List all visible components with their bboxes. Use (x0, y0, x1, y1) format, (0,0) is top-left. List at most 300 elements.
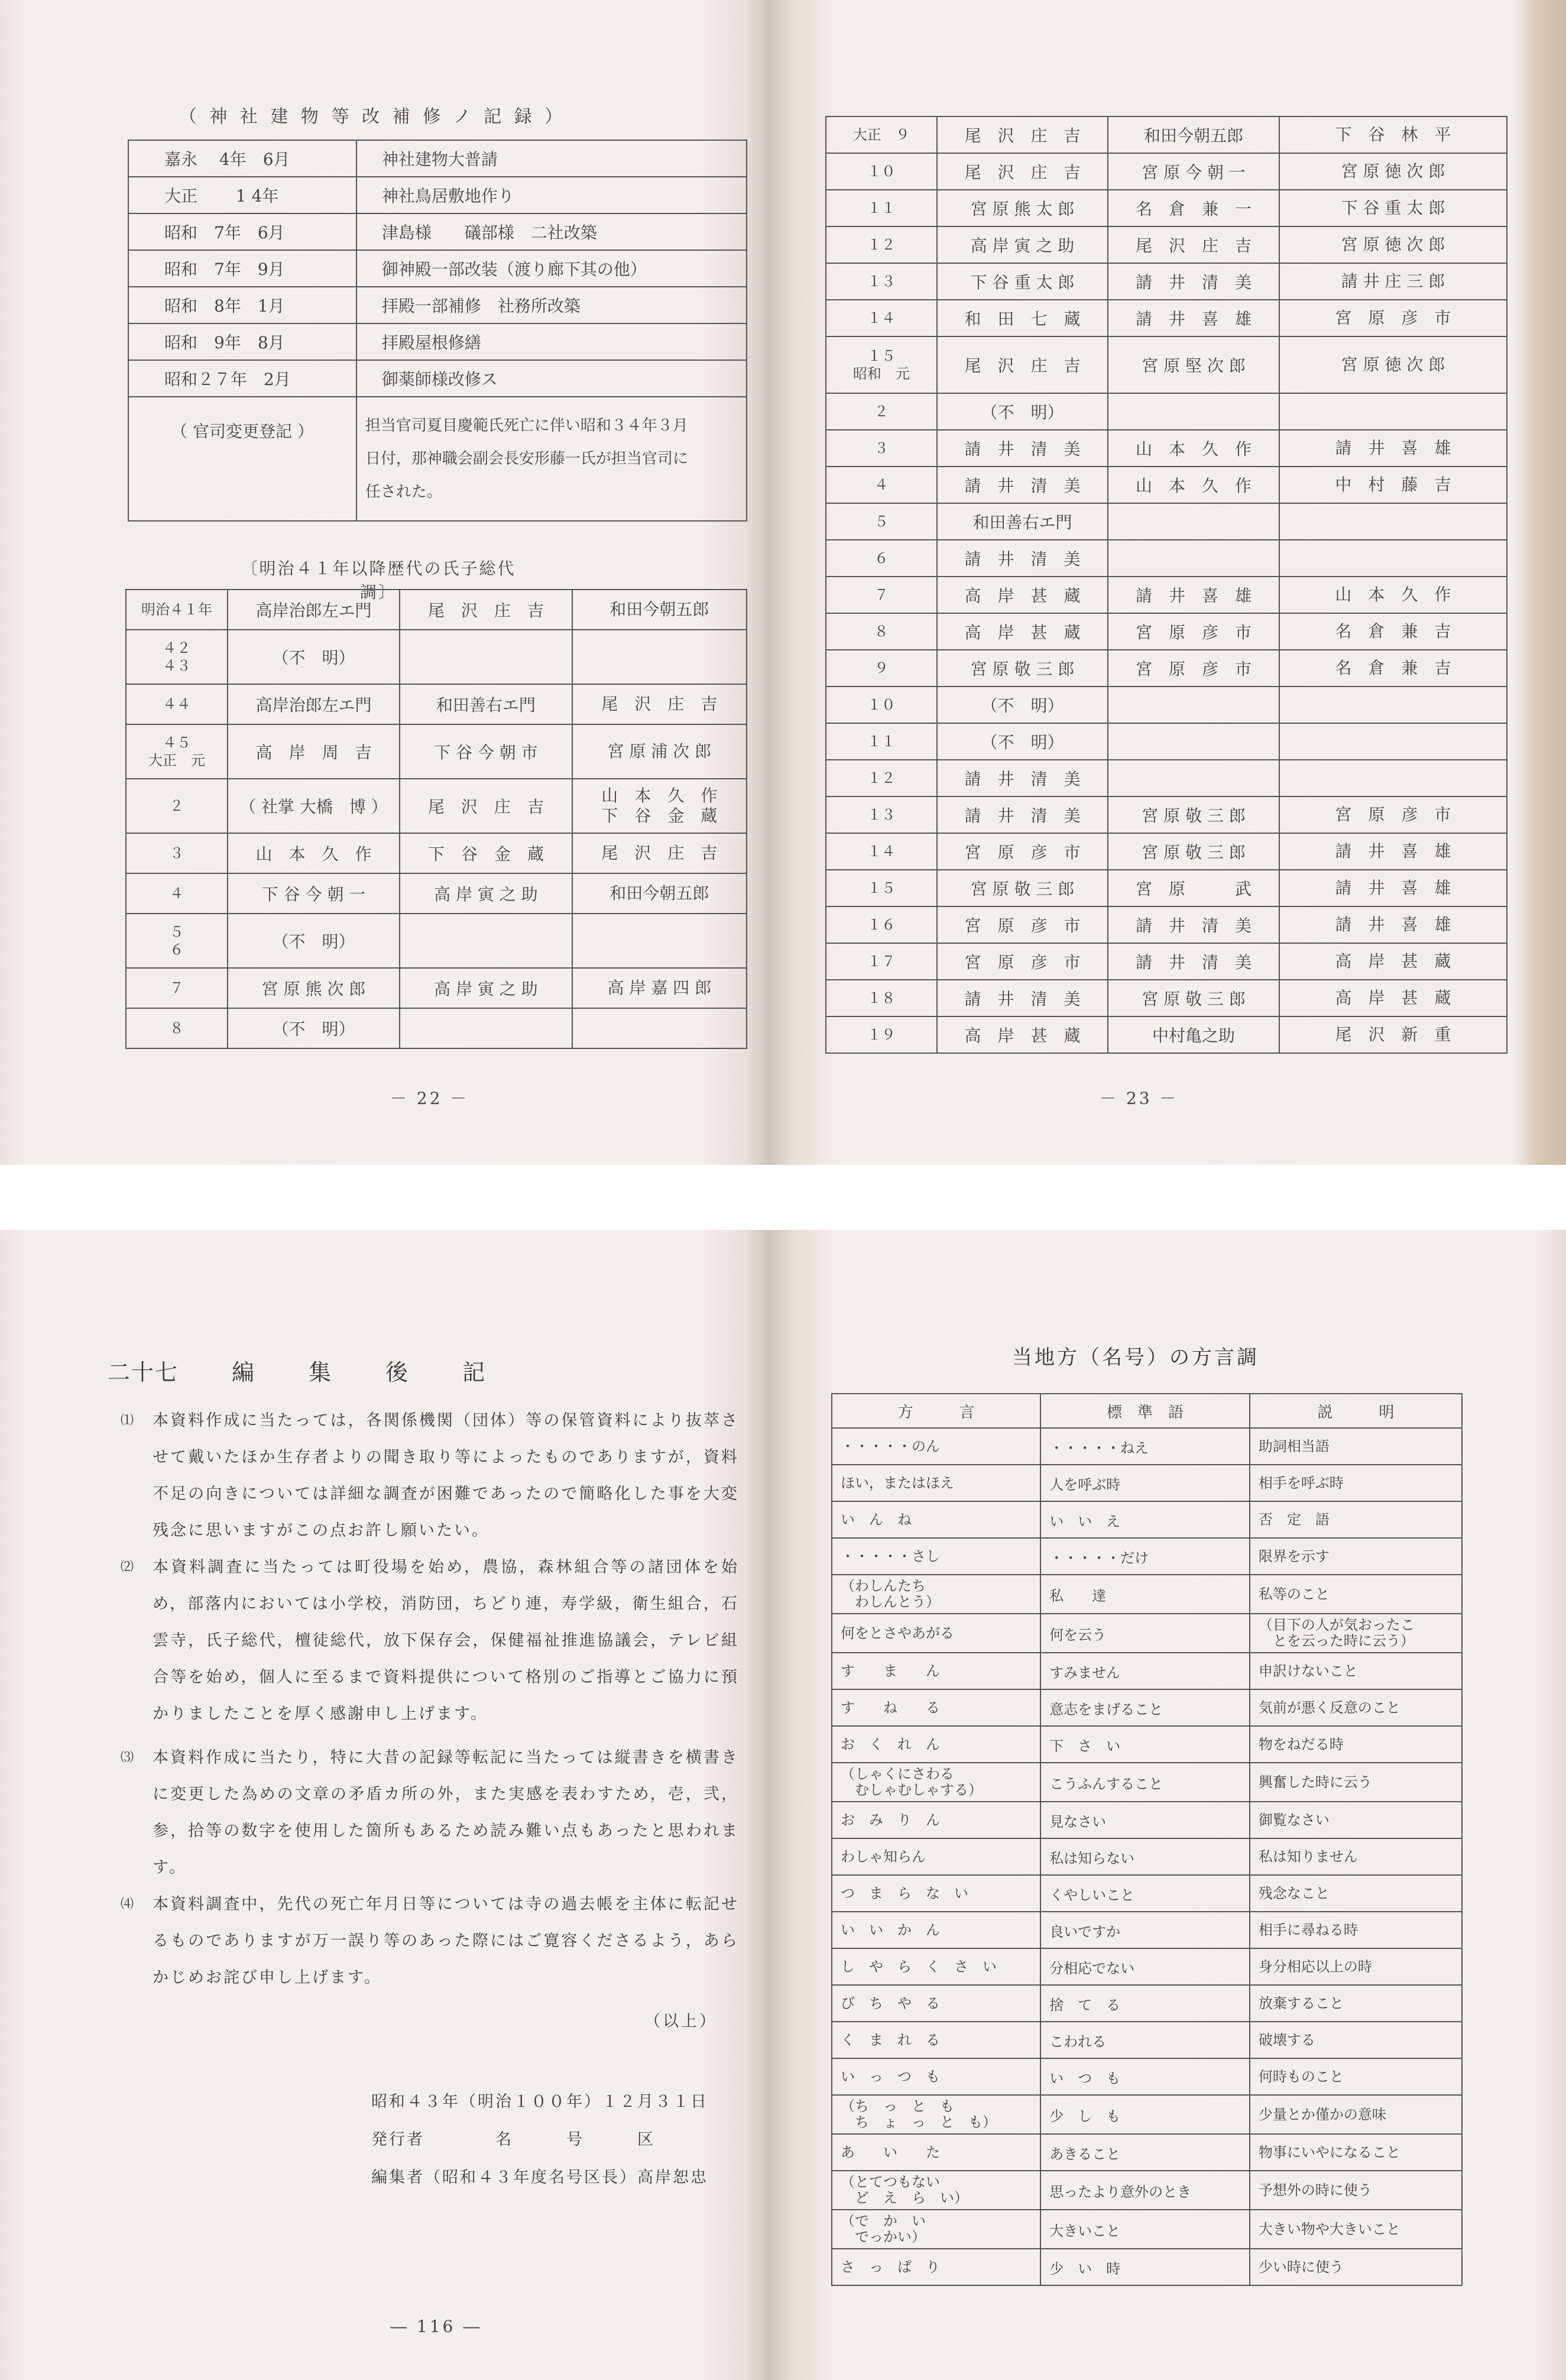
ujiko-year: ７ (126, 968, 228, 1008)
ujiko-year: １３ (826, 796, 937, 833)
ujiko-year: １５ 昭和 元 (826, 336, 937, 393)
ujiko-rep-1: 高 岸 周 吉 (228, 724, 400, 779)
paragraph-text: 本資料調査中，先代の死亡年月日等については寺の過去帳を主体に転記せるものでありますが万一誤り等のあった際にはご寛容くださるよう，あらかじめお詫び申し上げます。 (153, 1895, 739, 1987)
dialect-word: す ま ん (832, 1653, 1040, 1689)
record-date: 昭和 7年 9月 (128, 250, 356, 287)
dialect-row (832, 1614, 1462, 1653)
record-item: 神社鳥居敷地作り (356, 177, 747, 213)
book-spread-top (0, 0, 1566, 1165)
ujiko-rep-1: 高 岸 寅 之 助 (937, 226, 1108, 263)
ujiko-rep-1: （不 明） (228, 630, 400, 684)
dialect-word: く ま れ る (832, 2022, 1040, 2058)
ujiko-year: １７ (826, 943, 937, 980)
dialect-row (832, 1948, 1462, 1985)
ujiko-row (126, 833, 747, 873)
standard-word: 何を云う (1040, 1614, 1250, 1653)
standard-word: 捨 て る (1040, 1985, 1250, 2022)
ujiko-row (826, 870, 1507, 906)
ujiko-rep-2 (1108, 723, 1279, 760)
ujiko-row (126, 873, 747, 914)
ujiko-year: １１ (826, 190, 937, 226)
dialect-explanation: 少い時に使う (1250, 2249, 1462, 2285)
dialect-table (831, 1393, 1463, 2286)
ujiko-year: ８ (826, 613, 937, 650)
page-number: － 22 － (390, 1089, 469, 1108)
ujiko-rep-3: 和田今朝五郎 (572, 873, 747, 914)
ujiko-rep-3: 尾 沢 庄 吉 (572, 833, 747, 873)
record-date: 昭和 7年 6月 (128, 213, 356, 250)
ujiko-year: １６ (826, 906, 937, 943)
dialect-explanation: 助詞相当語 (1250, 1428, 1462, 1465)
publisher: 発行者 名 号 区 (371, 2130, 655, 2149)
record-date: 昭和２７年 2月 (128, 360, 356, 397)
ujiko-rep-3: 請 井 喜 雄 (1279, 430, 1507, 467)
dialect-word: わしゃ知らん (832, 1838, 1040, 1875)
ujiko-row (126, 1008, 747, 1048)
ujiko-row (826, 300, 1507, 336)
ujiko-rep-3: 請 井 喜 雄 (1279, 833, 1507, 870)
dialect-row (832, 1726, 1462, 1763)
editor: 編集者（昭和４３年度名号区長）高岸恕忠 (371, 2168, 708, 2187)
ujiko-rep-2 (400, 914, 572, 968)
standard-word: 少 い 時 (1040, 2249, 1250, 2285)
paragraph-text: 本資料作成に当たっては，各関係機関（団体）等の保管資料により抜萃させて戴いたほか生存者よりの聞き取り等によったものでありますが，資料不足の向きについては詳細な調査が困難であったので簡略化した事を大変残念に思いますがこの点お許し願いたい。 (153, 1411, 739, 1540)
ujiko-rep-3 (1279, 723, 1507, 760)
ujiko-rep-1: 高岸治郎左エ門 (228, 684, 400, 724)
ujiko-row (126, 630, 747, 684)
ujiko-rep-3: 宮 原 徳 次 郎 (1279, 153, 1507, 190)
record-item: 御薬師様改修ス (356, 360, 747, 397)
ujiko-row (826, 430, 1507, 467)
ujiko-row (826, 393, 1507, 430)
dialect-word: び ち や る (832, 1985, 1040, 2022)
ujiko-rep-3: 宮 原 彦 市 (1279, 796, 1507, 833)
ujiko-row (826, 226, 1507, 263)
ujiko-row (126, 590, 747, 630)
ujiko-row (826, 980, 1507, 1016)
ujiko-year: ８ (126, 1008, 228, 1048)
ujiko-rep-1: （不 明） (228, 914, 400, 968)
ujiko-year: ２ (126, 779, 228, 833)
ujiko-rep-3: 名 倉 兼 吉 (1279, 650, 1507, 687)
page-number: － 23 － (1100, 1089, 1179, 1108)
standard-word: こわれる (1040, 2022, 1250, 2058)
dialect-word: す ね る (832, 1689, 1040, 1726)
ujiko-year: １４ (826, 833, 937, 870)
ujiko-year: ４２ ４３ (126, 630, 228, 684)
ujiko-rep-1: 宮 原 彦 市 (937, 943, 1108, 980)
afterword-title (108, 1354, 539, 1387)
priest-change-line: 日付，那神職会副会長安形藤一氏が担当官司に (365, 450, 688, 468)
ujiko-row (126, 914, 747, 968)
ujiko-table-right (825, 116, 1507, 1054)
afterword-title-char: 編 (232, 1359, 256, 1385)
ujiko-rep-2: 宮 原 今 朝 一 (1108, 153, 1279, 190)
dialect-word: ・・・・・さし (832, 1538, 1040, 1575)
dialect-word: ほい，またはほえ (832, 1465, 1040, 1501)
dialect-word: い い か ん (832, 1912, 1040, 1948)
ujiko-year: ９ (826, 650, 937, 687)
standard-word: 良いですか (1040, 1912, 1250, 1948)
ujiko-row (826, 796, 1507, 833)
dialect-word: い っ つ も (832, 2058, 1040, 2095)
ujiko-row (826, 906, 1507, 943)
standard-word: こうふんすること (1040, 1763, 1250, 1802)
ujiko-year: ４５ 大正 元 (126, 724, 228, 779)
ujiko-year: ４ (126, 873, 228, 914)
publication-date: 昭和４３年（明治１００年）１２月３１日 (371, 2093, 708, 2111)
dialect-word: い ん ね (832, 1501, 1040, 1538)
ujiko-row (826, 687, 1507, 723)
closing-mark: （以上） (644, 2012, 718, 2031)
dialect-explanation: 身分相応以上の時 (1250, 1948, 1462, 1985)
dialect-row (832, 1912, 1462, 1948)
ujiko-rep-1: 高 岸 甚 蔵 (937, 613, 1108, 650)
header-explanation: 説 明 (1250, 1394, 1462, 1428)
ujiko-rep-3 (572, 630, 747, 684)
priest-change-line: 任された。 (365, 483, 442, 501)
dialect-row (832, 1538, 1462, 1575)
ujiko-rep-1: 和 田 七 蔵 (937, 300, 1108, 336)
ujiko-row (126, 724, 747, 779)
ujiko-rep-3: 請 井 喜 雄 (1279, 870, 1507, 906)
dialect-row (832, 1985, 1462, 2022)
dialect-row (832, 2171, 1462, 2210)
ujiko-rep-2: 請 井 清 美 (1108, 906, 1279, 943)
afterword-paragraph-2 (121, 1549, 739, 1733)
standard-word: ・・・・・だけ (1040, 1538, 1250, 1575)
ujiko-year: ４ (826, 467, 937, 503)
dialect-word: （とてつもない ど え ら い） (832, 2171, 1040, 2210)
dialect-explanation: （目下の人が気おったこ とを云った時に云う） (1250, 1614, 1462, 1653)
building-record-row (128, 287, 747, 323)
ujiko-rep-3 (1279, 503, 1507, 540)
ujiko-year: １２ (826, 226, 937, 263)
dialect-explanation: 申訳けないこと (1250, 1653, 1462, 1689)
ujiko-rep-2: 請 井 清 美 (1108, 943, 1279, 980)
ujiko-rep-2: 下 谷 金 蔵 (400, 833, 572, 873)
ujiko-rep-3: 宮 原 徳 次 郎 (1279, 226, 1507, 263)
dialect-explanation: 少量とか僅かの意味 (1250, 2095, 1462, 2134)
dialect-explanation: 御覧なさい (1250, 1802, 1462, 1838)
dialect-word: 何をとさやあがる (832, 1614, 1040, 1653)
ujiko-row (826, 336, 1507, 393)
ujiko-rep-2 (1108, 503, 1279, 540)
ujiko-row (826, 760, 1507, 796)
ujiko-year: １８ (826, 980, 937, 1016)
ujiko-rep-1: 下 谷 今 朝 一 (228, 873, 400, 914)
dialect-explanation: 相手に尋ねる時 (1250, 1912, 1462, 1948)
ujiko-year: ３ (126, 833, 228, 873)
ujiko-rep-2 (1108, 760, 1279, 796)
standard-word: 分相応でない (1040, 1948, 1250, 1985)
dialect-row (832, 1838, 1462, 1875)
record-item: 神社建物大普請 (356, 140, 747, 177)
priest-change-text (356, 397, 747, 521)
dialect-explanation: 物をねだる時 (1250, 1726, 1462, 1763)
dialect-explanation: 大きい物や大きいこと (1250, 2210, 1462, 2249)
ujiko-row (826, 613, 1507, 650)
ujiko-rep-3 (1279, 393, 1507, 430)
dialect-explanation: 何時ものこと (1250, 2058, 1462, 2095)
standard-word: あきること (1040, 2134, 1250, 2171)
ujiko-rep-1: 尾 沢 庄 吉 (937, 116, 1108, 153)
record-date: 昭和 8年 1月 (128, 287, 356, 323)
ujiko-rep-3 (1279, 687, 1507, 723)
ujiko-rep-3: 請 井 喜 雄 (1279, 906, 1507, 943)
ujiko-rep-1: （ 社掌 大橋 博 ） (228, 779, 400, 833)
dialect-row (832, 1653, 1462, 1689)
ujiko-row (126, 779, 747, 833)
dialect-explanation: 否 定 語 (1250, 1501, 1462, 1538)
standard-word: 思ったより意外のとき (1040, 2171, 1250, 2210)
standard-word: 意志をまげること (1040, 1689, 1250, 1726)
dialect-title: 当地方（名号）の方言調 (1012, 1346, 1259, 1369)
ujiko-rep-3: 請 井 庄 三 郎 (1279, 263, 1507, 300)
afterword-paragraph-3 (121, 1740, 739, 1886)
ujiko-rep-1: 請 井 清 美 (937, 467, 1108, 503)
ujiko-rep-2 (400, 1008, 572, 1048)
ujiko-year: １２ (826, 760, 937, 796)
ujiko-rep-1: 請 井 清 美 (937, 540, 1108, 577)
ujiko-rep-2: 請 井 清 美 (1108, 263, 1279, 300)
dialect-word: （わしんたち わしんとう） (832, 1575, 1040, 1614)
ujiko-row (826, 116, 1507, 153)
dialect-row (832, 2134, 1462, 2171)
record-item: 津島様 礒部様 二社改築 (356, 213, 747, 250)
standard-word: い つ も (1040, 2058, 1250, 2095)
ujiko-row (826, 263, 1507, 300)
ujiko-rep-2: 宮 原 敬 三 郎 (1108, 980, 1279, 1016)
building-record-row (128, 360, 747, 397)
ujiko-rep-2: 請 井 喜 雄 (1108, 577, 1279, 613)
ujiko-rep-1: 高 岸 甚 蔵 (937, 1016, 1108, 1053)
ujiko-rep-1: 宮 原 敬 三 郎 (937, 650, 1108, 687)
ujiko-rep-1: 請 井 清 美 (937, 430, 1108, 467)
standard-word: 少 し も (1040, 2095, 1250, 2134)
paragraph-number: ⑷ (121, 1897, 136, 1912)
ujiko-rep-3: 高 岸 嘉 四 郎 (572, 968, 747, 1008)
dialect-row (832, 1575, 1462, 1614)
dialect-row (832, 2022, 1462, 2058)
dialect-row (832, 1465, 1462, 1501)
ujiko-rep-1: 尾 沢 庄 吉 (937, 153, 1108, 190)
ujiko-rep-3: 和田今朝五郎 (572, 590, 747, 630)
afterword-paragraph-1 (121, 1403, 739, 1549)
building-records-table (128, 140, 747, 522)
ujiko-rep-3: 高 岸 甚 蔵 (1279, 980, 1507, 1016)
building-record-row (128, 140, 747, 177)
building-records-heading: （ 神 社 建 物 等 改 補 修 ノ 記 録 ） (179, 106, 566, 127)
dialect-explanation: 私は知りません (1250, 1838, 1462, 1875)
ujiko-rep-1: （不 明） (228, 1008, 400, 1048)
dialect-explanation: 放棄すること (1250, 1985, 1462, 2022)
ujiko-row (826, 153, 1507, 190)
ujiko-year: １０ (826, 687, 937, 723)
dialect-word: あ い た (832, 2134, 1040, 2171)
ujiko-rep-2: 山 本 久 作 (1108, 467, 1279, 503)
ujiko-row (826, 577, 1507, 613)
dialect-row (832, 2210, 1462, 2249)
ujiko-rep-1: 高 岸 甚 蔵 (937, 577, 1108, 613)
dialect-explanation: 気前が悪く反意のこと (1250, 1689, 1462, 1726)
ujiko-rep-2: 下 谷 今 朝 市 (400, 724, 572, 779)
ujiko-rep-2: 宮 原 敬 三 郎 (1108, 833, 1279, 870)
ujiko-rep-2: 宮 原 彦 市 (1108, 613, 1279, 650)
ujiko-year: ３ (826, 430, 937, 467)
standard-word: 人を呼ぶ時 (1040, 1465, 1250, 1501)
building-record-row (128, 213, 747, 250)
ujiko-row (826, 190, 1507, 226)
page-22 (0, 0, 769, 1165)
ujiko-row (826, 540, 1507, 577)
dialect-row (832, 1763, 1462, 1802)
dialect-word: お み り ん (832, 1802, 1040, 1838)
dialect-explanation: 私等のこと (1250, 1575, 1462, 1614)
ujiko-rep-1: 宮 原 熊 次 郎 (228, 968, 400, 1008)
ujiko-year: ２ (826, 393, 937, 430)
ujiko-rep-1: （不 明） (937, 723, 1108, 760)
standard-word: 私 達 (1040, 1575, 1250, 1614)
dialect-explanation: 相手を呼ぶ時 (1250, 1465, 1462, 1501)
header-dialect: 方 言 (832, 1394, 1040, 1428)
ujiko-rep-3: 下 谷 林 平 (1279, 116, 1507, 153)
ujiko-year: 明治４１年 (126, 590, 228, 630)
ujiko-rep-3 (1279, 760, 1507, 796)
ujiko-year: １０ (826, 153, 937, 190)
ujiko-rep-3 (1279, 540, 1507, 577)
ujiko-row (826, 723, 1507, 760)
ujiko-year: ５ (826, 503, 937, 540)
dialect-row (832, 1501, 1462, 1538)
dialect-word: ・・・・・のん (832, 1428, 1040, 1465)
ujiko-rep-2: 高 岸 寅 之 助 (400, 873, 572, 914)
ujiko-rep-1: 請 井 清 美 (937, 796, 1108, 833)
standard-word: い い え (1040, 1501, 1250, 1538)
ujiko-rep-3: 名 倉 兼 吉 (1279, 613, 1507, 650)
ujiko-rep-2 (1108, 687, 1279, 723)
dialect-row (832, 1802, 1462, 1838)
dialect-word: （で か い でっかい） (832, 2210, 1040, 2249)
ujiko-rep-3: 宮 原 徳 次 郎 (1279, 336, 1507, 393)
paragraph-text: 本資料調査に当たっては町役場を始め，農協，森林組合等の諸団体を始め，部落内においては小学校，消防団，ちどり連，寿学級，衛生組合，石雲寺，氏子総代，檀徒総代，放下保存会，保健福祉推進協議会，テレビ組合等を始め，個人に至るまで資料提供について格別のご指導とご協力に預かりましたことを厚く感謝申し上げます。 (153, 1558, 739, 1723)
ujiko-rep-3: 宮 原 浦 次 郎 (572, 724, 747, 779)
ujiko-rep-1: 宮 原 熊 太 郎 (937, 190, 1108, 226)
dialect-word: （しゃくにさわる むしゃむしゃする） (832, 1763, 1040, 1802)
afterword-title-char: 記 (462, 1359, 487, 1385)
ujiko-year: １１ (826, 723, 937, 760)
ujiko-rep-2 (1108, 393, 1279, 430)
ujiko-rep-1: 宮 原 敬 三 郎 (937, 870, 1108, 906)
dialect-word: （ち っ と も ち ょ っ と も） (832, 2095, 1040, 2134)
ujiko-year: １９ (826, 1016, 937, 1053)
record-item: 御神殿一部改装（渡り廊下其の他） (356, 250, 747, 287)
dialect-explanation: 破壊する (1250, 2022, 1462, 2058)
ujiko-rep-1: 宮 原 彦 市 (937, 833, 1108, 870)
dialect-explanation: 予想外の時に使う (1250, 2171, 1462, 2210)
ujiko-rep-2: 宮 原 彦 市 (1108, 650, 1279, 687)
dialect-header-row (832, 1394, 1462, 1428)
ujiko-year: ５ ６ (126, 914, 228, 968)
priest-change-label: （ 官司変更登記 ） (128, 397, 356, 521)
record-item: 拝殿屋根修繕 (356, 323, 747, 360)
ujiko-rep-1: 高岸治郎左エ門 (228, 590, 400, 630)
ujiko-rep-3: 宮 原 彦 市 (1279, 300, 1507, 336)
ujiko-row (826, 1016, 1507, 1053)
ujiko-year: ７ (826, 577, 937, 613)
ujiko-rep-2 (400, 630, 572, 684)
record-date: 嘉永 4年 6月 (128, 140, 356, 177)
ujiko-rep-3: 山 本 久 作 下 谷 金 蔵 (572, 779, 747, 833)
standard-word: 見なさい (1040, 1802, 1250, 1838)
ujiko-row (826, 943, 1507, 980)
dialect-row (832, 2095, 1462, 2134)
page-number: ― 116 ― (390, 2317, 482, 2336)
ujiko-rep-3 (572, 914, 747, 968)
ujiko-rep-3 (572, 1008, 747, 1048)
paragraph-number: ⑶ (121, 1750, 136, 1765)
ujiko-rep-1: （不 明） (937, 687, 1108, 723)
ujiko-rep-2: 宮 原 敬 三 郎 (1108, 796, 1279, 833)
ujiko-row (826, 650, 1507, 687)
dialect-explanation: 物事にいやになること (1250, 2134, 1462, 2171)
paragraph-number: ⑴ (121, 1413, 136, 1428)
standard-word: 大きいこと (1040, 2210, 1250, 2249)
ujiko-rep-1: （不 明） (937, 393, 1108, 430)
standard-word: くやしいこと (1040, 1875, 1250, 1912)
ujiko-rep-2: 請 井 喜 雄 (1108, 300, 1279, 336)
paragraph-number: ⑵ (121, 1560, 136, 1575)
ujiko-rep-3: 尾 沢 庄 吉 (572, 684, 747, 724)
ujiko-rep-2: 名 倉 兼 一 (1108, 190, 1279, 226)
ujiko-rep-3: 中 村 藤 吉 (1279, 467, 1507, 503)
ujiko-rep-2: 中村亀之助 (1108, 1016, 1279, 1053)
ujiko-row (826, 833, 1507, 870)
paragraph-text: 本資料作成に当たり，特に大昔の記録等転記に当たっては縦書きを横書きに変更した為めの文章の矛盾カ所の外，また実感を表わすため，壱，弐，参，拾等の数字を使用した箇所もあるため読み難い点もあったと思われます。 (153, 1748, 739, 1877)
ujiko-rep-2: 山 本 久 作 (1108, 430, 1279, 467)
record-date: 大正 1 4年 (128, 177, 356, 213)
ujiko-rep-2: 尾 沢 庄 吉 (400, 779, 572, 833)
dialect-row (832, 1875, 1462, 1912)
afterword-paragraph-4 (121, 1886, 739, 1996)
building-record-row (128, 250, 747, 287)
ujiko-rep-2: 宮 原 武 (1108, 870, 1279, 906)
ujiko-rep-2: 和田今朝五郎 (1108, 116, 1279, 153)
building-record-row (128, 323, 747, 360)
page-23 (769, 0, 1566, 1165)
ujiko-row (826, 467, 1507, 503)
dialect-word: つ ま ら な い (832, 1875, 1040, 1912)
dialect-row (832, 1428, 1462, 1465)
ujiko-rep-2: 尾 沢 庄 吉 (400, 590, 572, 630)
ujiko-year: ４４ (126, 684, 228, 724)
dialect-word: お く れ ん (832, 1726, 1040, 1763)
header-standard: 標 準 語 (1040, 1394, 1250, 1428)
ujiko-rep-2: 和田善右エ門 (400, 684, 572, 724)
ujiko-rep-3: 山 本 久 作 (1279, 577, 1507, 613)
ujiko-rep-1: 山 本 久 作 (228, 833, 400, 873)
standard-word: すみません (1040, 1653, 1250, 1689)
ujiko-rep-3: 下 谷 重 太 郎 (1279, 190, 1507, 226)
afterword-number: 二十七 (108, 1359, 179, 1385)
ujiko-rep-1: 和田善右エ門 (937, 503, 1108, 540)
record-item: 拝殿一部補修 社務所改築 (356, 287, 747, 323)
ujiko-row (126, 968, 747, 1008)
ujiko-rep-3: 尾 沢 新 重 (1279, 1016, 1507, 1053)
dialect-row (832, 2249, 1462, 2285)
ujiko-year: １４ (826, 300, 937, 336)
afterword-title-char: 後 (385, 1359, 410, 1385)
